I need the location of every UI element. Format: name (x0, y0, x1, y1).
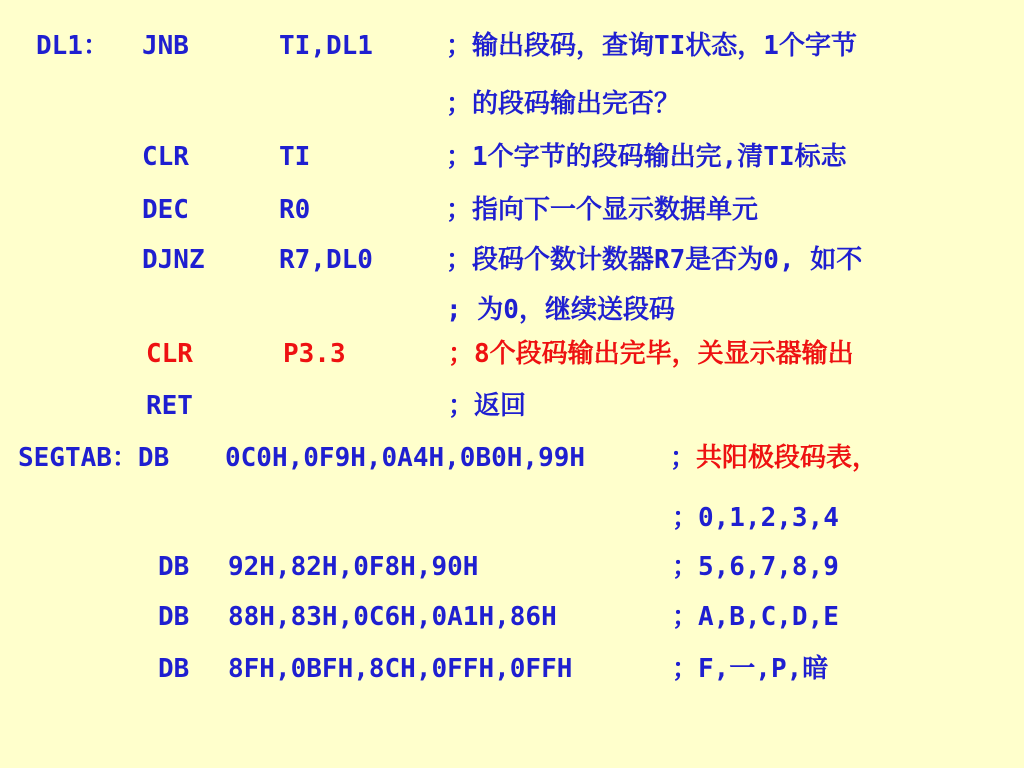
opcode-ret: RET (146, 391, 193, 421)
operand-segtab-1: 0C0H,0F9H,0A4H,0B0H,99H (225, 443, 586, 473)
opcode-db-4: DB (158, 654, 190, 684)
comment-segtab-4: ；A,B,C,D,E (672, 602, 839, 632)
opcode-clr-p33: CLR (146, 339, 193, 369)
operand-segtab-3: 92H,82H,0F8H,90H (228, 552, 479, 582)
comment-segtab-2: ；0,1,2,3,4 (672, 503, 839, 533)
opcode-clr-ti: CLR (142, 142, 189, 172)
operand-p33: P3.3 (283, 339, 346, 369)
comment-line-5: ；段码个数计数器R7是否为0, 如不 (446, 245, 863, 275)
operand-ti-dl1: TI,DL1 (279, 31, 373, 61)
comment-line-4: ；指向下一个显示数据单元 (446, 195, 759, 225)
opcode-db-3: DB (158, 602, 190, 632)
comment-line-7: ；8个段码输出完毕，关显示器输出 (448, 339, 854, 369)
opcode-dec: DEC (142, 195, 189, 225)
operand-ti: TI (279, 142, 311, 172)
opcode-djnz: DJNZ (142, 245, 205, 275)
comment-line-3: ；1个字节的段码输出完,清TI标志 (446, 142, 847, 172)
comment-line-2: ；的段码输出完否？ (446, 89, 681, 119)
operand-r0: R0 (279, 195, 311, 225)
opcode-db-2: DB (158, 552, 190, 582)
comment-semicolon: ； (670, 443, 697, 473)
operand-segtab-4: 88H,83H,0C6H,0A1H,86H (228, 602, 557, 632)
label-segtab: SEGTAB：DB (18, 443, 170, 473)
comment-segtab-5: ；F,一,P,暗 (672, 654, 829, 684)
comment-line-1: ；输出段码，查询TI状态，1个字节 (446, 31, 857, 61)
comment-segtab-3: ；5,6,7,8,9 (672, 552, 839, 582)
opcode-jnb: JNB (142, 31, 189, 61)
operand-r7-dl0: R7,DL0 (279, 245, 373, 275)
comment-segtab-title: 共阳极段码表， (696, 443, 879, 473)
operand-segtab-5: 8FH,0BFH,8CH,0FFH,0FFH (228, 654, 573, 684)
label-dl1: DL1： (36, 31, 109, 61)
comment-line-6: ; 为0，继续送段码 (446, 295, 675, 325)
comment-segtab-1 (670, 442, 878, 474)
comment-line-8: ；返回 (448, 391, 527, 421)
